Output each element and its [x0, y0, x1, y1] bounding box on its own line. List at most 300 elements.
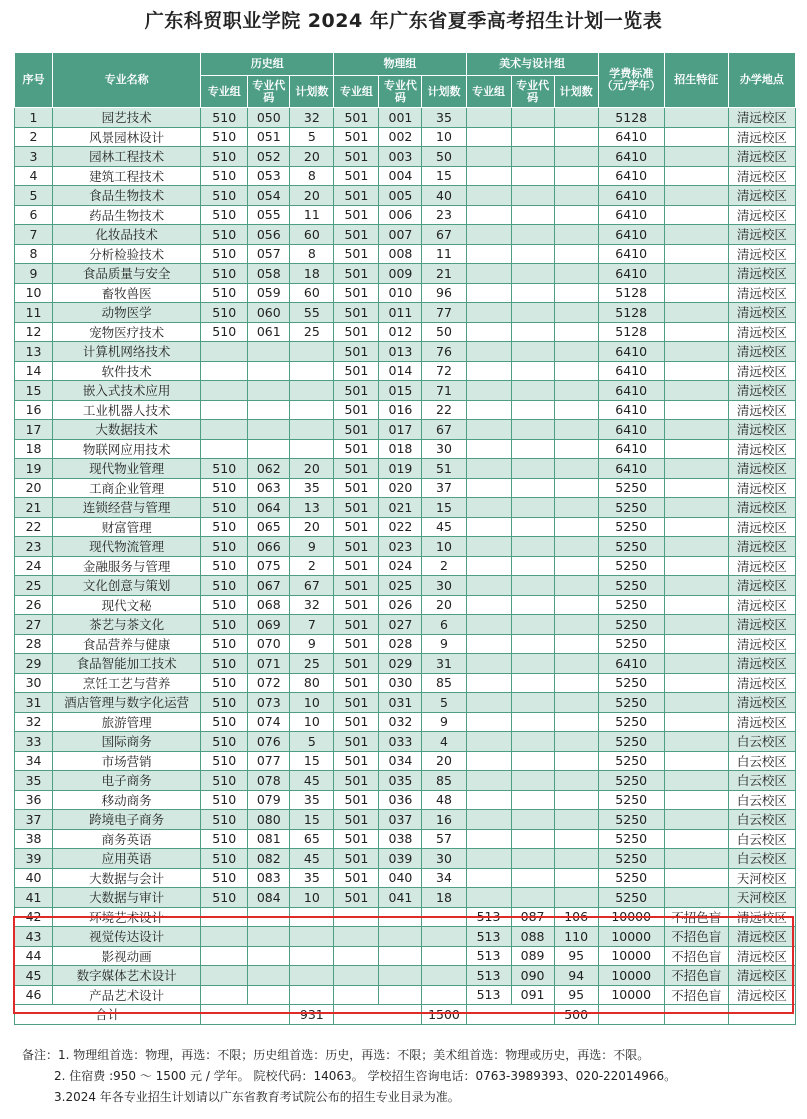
cell-campus: 清远校区: [728, 264, 795, 284]
table-row: [15, 342, 796, 362]
cell-major-name: 财富管理: [53, 517, 201, 537]
cell-history-group-code: 510: [201, 790, 248, 810]
cell-art-major-code: [511, 693, 554, 713]
cell-campus: 清远校区: [728, 556, 795, 576]
cell-major-name: 现代物流管理: [53, 537, 201, 557]
cell-art-major-code: [511, 751, 554, 771]
cell-major-name: 国际商务: [53, 732, 201, 752]
cell-history-plan: [290, 420, 334, 440]
cell-physics-group-code: 501: [334, 849, 379, 869]
cell-campus: 清远校区: [728, 303, 795, 323]
cell-art-group-code: [466, 205, 511, 225]
table-row: [15, 303, 796, 323]
table-row: [15, 381, 796, 401]
cell-history-major-code: 070: [248, 634, 290, 654]
cell-tuition-fee: 5128: [598, 303, 664, 323]
table-row: [15, 693, 796, 713]
cell-physics-major-code: 029: [379, 654, 422, 674]
header-campus: 办学地点: [728, 53, 795, 108]
cell-art-major-code: [511, 556, 554, 576]
cell-art-major-code: [511, 732, 554, 752]
cell-tuition-fee: 6410: [598, 381, 664, 401]
cell-major-name: 食品质量与安全: [53, 264, 201, 284]
cell-art-major-code: [511, 205, 554, 225]
cell-history-major-code: 071: [248, 654, 290, 674]
cell-art-group-code: [466, 264, 511, 284]
cell-physics-group-code: 501: [334, 322, 379, 342]
cell-art-group-code: 513: [466, 907, 511, 927]
cell-seq: 10: [15, 283, 53, 303]
cell-physics-major-code: 012: [379, 322, 422, 342]
table-row: [15, 966, 796, 986]
cell-art-plan: [554, 108, 598, 128]
enrollment-table: [14, 52, 796, 1025]
cell-physics-plan: 5: [422, 693, 466, 713]
cell-physics-plan: 40: [422, 186, 466, 206]
cell-campus: 清远校区: [728, 400, 795, 420]
cell-history-major-code: [248, 381, 290, 401]
cell-physics-plan: 15: [422, 166, 466, 186]
cell-seq: 41: [15, 888, 53, 908]
cell-physics-group-code: 501: [334, 790, 379, 810]
cell-physics-group-code: [334, 927, 379, 947]
cell-history-plan: 55: [290, 303, 334, 323]
cell-physics-plan: 22: [422, 400, 466, 420]
cell-history-plan: 45: [290, 771, 334, 791]
cell-tuition-fee: 5250: [598, 537, 664, 557]
header-history-major-code: 专业代码: [248, 76, 290, 108]
table-row: [15, 634, 796, 654]
cell-art-plan: 110: [554, 927, 598, 947]
cell-major-name: 烹饪工艺与营养: [53, 673, 201, 693]
cell-art-plan: 95: [554, 946, 598, 966]
cell-tuition-fee: 5250: [598, 790, 664, 810]
cell-physics-plan: 45: [422, 517, 466, 537]
cell-seq: 11: [15, 303, 53, 323]
cell-art-group-code: [466, 108, 511, 128]
cell-history-group-code: 510: [201, 225, 248, 245]
cell-history-group-code: 510: [201, 712, 248, 732]
cell-physics-major-code: [379, 985, 422, 1005]
cell-major-name: 食品智能加工技术: [53, 654, 201, 674]
cell-art-plan: [554, 888, 598, 908]
cell-art-plan: [554, 439, 598, 459]
cell-art-group-code: 513: [466, 985, 511, 1005]
cell-tuition-fee: 5250: [598, 615, 664, 635]
cell-physics-group-code: 501: [334, 537, 379, 557]
cell-seq: 29: [15, 654, 53, 674]
cell-physics-plan: 50: [422, 322, 466, 342]
cell-history-major-code: 061: [248, 322, 290, 342]
cell-art-plan: [554, 537, 598, 557]
cell-history-group-code: 510: [201, 868, 248, 888]
cell-art-plan: [554, 868, 598, 888]
cell-art-group-code: 513: [466, 946, 511, 966]
cell-enroll-feature: [664, 147, 728, 167]
cell-history-plan: 35: [290, 478, 334, 498]
cell-enroll-feature: 不招色盲: [664, 966, 728, 986]
cell-physics-plan: 76: [422, 342, 466, 362]
cell-art-group-code: [466, 829, 511, 849]
cell-history-major-code: 084: [248, 888, 290, 908]
table-row: [15, 868, 796, 888]
total-label: 合计: [15, 1005, 201, 1025]
table-row: [15, 946, 796, 966]
cell-history-major-code: 069: [248, 615, 290, 635]
cell-art-group-code: [466, 342, 511, 362]
cell-physics-major-code: [379, 927, 422, 947]
cell-art-group-code: [466, 595, 511, 615]
table-row: [15, 673, 796, 693]
cell-tuition-fee: 6410: [598, 439, 664, 459]
cell-physics-plan: [422, 927, 466, 947]
cell-major-name: 物联网应用技术: [53, 439, 201, 459]
cell-physics-major-code: 026: [379, 595, 422, 615]
header-physics-group: 物理组: [334, 53, 466, 76]
cell-seq: 28: [15, 634, 53, 654]
cell-campus: 清远校区: [728, 712, 795, 732]
cell-art-group-code: [466, 537, 511, 557]
cell-physics-plan: 85: [422, 771, 466, 791]
cell-campus: 清远校区: [728, 361, 795, 381]
cell-art-group-code: [466, 517, 511, 537]
cell-major-name: 软件技术: [53, 361, 201, 381]
cell-campus: 白云校区: [728, 790, 795, 810]
cell-tuition-fee: 5250: [598, 810, 664, 830]
cell-seq: 27: [15, 615, 53, 635]
cell-tuition-fee: 10000: [598, 907, 664, 927]
cell-history-plan: 5: [290, 732, 334, 752]
cell-tuition-fee: 5250: [598, 556, 664, 576]
header-fee: 学费标准（元/学年）: [598, 53, 664, 108]
cell-enroll-feature: [664, 303, 728, 323]
cell-art-plan: [554, 829, 598, 849]
cell-major-name: 移动商务: [53, 790, 201, 810]
cell-physics-group-code: 501: [334, 634, 379, 654]
cell-campus: 清远校区: [728, 595, 795, 615]
cell-physics-major-code: [379, 907, 422, 927]
cell-campus: 清远校区: [728, 283, 795, 303]
cell-art-plan: [554, 576, 598, 596]
cell-history-group-code: 510: [201, 888, 248, 908]
cell-physics-group-code: 501: [334, 166, 379, 186]
cell-art-plan: [554, 322, 598, 342]
cell-history-plan: 11: [290, 205, 334, 225]
cell-history-group-code: 510: [201, 829, 248, 849]
cell-campus: 清远校区: [728, 693, 795, 713]
header-physics-group-code: 专业组: [334, 76, 379, 108]
cell-enroll-feature: [664, 829, 728, 849]
cell-seq: 35: [15, 771, 53, 791]
cell-seq: 38: [15, 829, 53, 849]
cell-physics-group-code: [334, 946, 379, 966]
cell-history-group-code: 510: [201, 166, 248, 186]
cell-art-major-code: [511, 810, 554, 830]
cell-physics-major-code: 010: [379, 283, 422, 303]
cell-history-plan: 15: [290, 810, 334, 830]
cell-history-group-code: 510: [201, 478, 248, 498]
cell-tuition-fee: 10000: [598, 946, 664, 966]
cell-art-major-code: 089: [511, 946, 554, 966]
cell-physics-major-code: 005: [379, 186, 422, 206]
cell-tuition-fee: 6410: [598, 400, 664, 420]
cell-campus: 清远校区: [728, 166, 795, 186]
cell-physics-plan: 67: [422, 420, 466, 440]
cell-art-major-code: [511, 478, 554, 498]
cell-major-name: 酒店管理与数字化运营: [53, 693, 201, 713]
cell-art-group-code: [466, 459, 511, 479]
cell-physics-major-code: 018: [379, 439, 422, 459]
table-row: [15, 790, 796, 810]
cell-history-major-code: 078: [248, 771, 290, 791]
cell-major-name: 工业机器人技术: [53, 400, 201, 420]
cell-physics-major-code: 017: [379, 420, 422, 440]
cell-physics-major-code: 035: [379, 771, 422, 791]
cell-history-major-code: 076: [248, 732, 290, 752]
cell-campus: 白云校区: [728, 810, 795, 830]
total-feature-blank: [664, 1005, 728, 1025]
table-row: [15, 556, 796, 576]
cell-tuition-fee: 5250: [598, 576, 664, 596]
cell-tuition-fee: 5250: [598, 751, 664, 771]
cell-history-plan: 60: [290, 225, 334, 245]
cell-art-plan: [554, 205, 598, 225]
cell-major-name: 市场营销: [53, 751, 201, 771]
cell-art-group-code: [466, 361, 511, 381]
cell-tuition-fee: 10000: [598, 966, 664, 986]
cell-physics-plan: 85: [422, 673, 466, 693]
cell-seq: 36: [15, 790, 53, 810]
cell-history-major-code: 050: [248, 108, 290, 128]
cell-art-plan: [554, 147, 598, 167]
cell-seq: 44: [15, 946, 53, 966]
cell-tuition-fee: 6410: [598, 459, 664, 479]
cell-history-major-code: 073: [248, 693, 290, 713]
cell-campus: 白云校区: [728, 849, 795, 869]
cell-campus: 清远校区: [728, 478, 795, 498]
cell-enroll-feature: 不招色盲: [664, 907, 728, 927]
cell-physics-plan: 20: [422, 751, 466, 771]
cell-tuition-fee: 6410: [598, 420, 664, 440]
cell-seq: 1: [15, 108, 53, 128]
cell-campus: 清远校区: [728, 673, 795, 693]
cell-history-group-code: [201, 342, 248, 362]
cell-seq: 45: [15, 966, 53, 986]
cell-campus: 清远校区: [728, 654, 795, 674]
cell-campus: 清远校区: [728, 517, 795, 537]
cell-history-group-code: [201, 381, 248, 401]
notes: [22, 1045, 676, 1108]
table-row: [15, 907, 796, 927]
cell-art-major-code: [511, 576, 554, 596]
cell-seq: 5: [15, 186, 53, 206]
cell-art-group-code: [466, 303, 511, 323]
cell-art-major-code: [511, 420, 554, 440]
cell-major-name: 旅游管理: [53, 712, 201, 732]
cell-seq: 4: [15, 166, 53, 186]
cell-art-plan: [554, 166, 598, 186]
cell-campus: 清远校区: [728, 244, 795, 264]
cell-major-name: 茶艺与茶文化: [53, 615, 201, 635]
cell-history-major-code: 065: [248, 517, 290, 537]
header-art-group-code: 专业组: [466, 76, 511, 108]
cell-art-major-code: 090: [511, 966, 554, 986]
cell-history-major-code: 072: [248, 673, 290, 693]
cell-enroll-feature: [664, 712, 728, 732]
cell-art-group-code: [466, 478, 511, 498]
cell-enroll-feature: [664, 322, 728, 342]
cell-physics-major-code: 006: [379, 205, 422, 225]
cell-enroll-feature: [664, 868, 728, 888]
table-row: [15, 576, 796, 596]
cell-physics-group-code: 501: [334, 186, 379, 206]
cell-physics-group-code: 501: [334, 205, 379, 225]
cell-art-major-code: [511, 498, 554, 518]
cell-physics-major-code: 031: [379, 693, 422, 713]
cell-art-plan: [554, 712, 598, 732]
cell-history-major-code: 068: [248, 595, 290, 615]
note-3: 3.2024 年各专业招生计划请以广东省教育考试院公布的招生专业目录为准。: [54, 1090, 460, 1104]
cell-history-group-code: 510: [201, 186, 248, 206]
cell-physics-group-code: 501: [334, 381, 379, 401]
cell-art-group-code: [466, 810, 511, 830]
cell-history-plan: 20: [290, 459, 334, 479]
cell-enroll-feature: [664, 810, 728, 830]
cell-major-name: 连锁经营与管理: [53, 498, 201, 518]
cell-art-group-code: [466, 186, 511, 206]
table-row: [15, 420, 796, 440]
cell-physics-group-code: 501: [334, 615, 379, 635]
cell-major-name: 园林工程技术: [53, 147, 201, 167]
cell-history-plan: 20: [290, 517, 334, 537]
cell-tuition-fee: 6410: [598, 147, 664, 167]
cell-art-group-code: [466, 849, 511, 869]
cell-seq: 43: [15, 927, 53, 947]
cell-enroll-feature: [664, 888, 728, 908]
cell-art-plan: [554, 361, 598, 381]
cell-campus: 清远校区: [728, 459, 795, 479]
cell-physics-plan: 15: [422, 498, 466, 518]
cell-history-major-code: [248, 420, 290, 440]
cell-art-major-code: [511, 439, 554, 459]
cell-physics-plan: 67: [422, 225, 466, 245]
cell-history-major-code: 083: [248, 868, 290, 888]
cell-art-plan: [554, 673, 598, 693]
total-history-plan: 931: [290, 1005, 334, 1025]
cell-history-major-code: [248, 985, 290, 1005]
cell-physics-major-code: 041: [379, 888, 422, 908]
cell-physics-group-code: 501: [334, 283, 379, 303]
cell-enroll-feature: [664, 166, 728, 186]
total-art-blank: [466, 1005, 554, 1025]
cell-history-group-code: 510: [201, 264, 248, 284]
cell-art-plan: [554, 732, 598, 752]
cell-physics-group-code: 501: [334, 732, 379, 752]
cell-campus: 清远校区: [728, 946, 795, 966]
cell-history-group-code: 510: [201, 732, 248, 752]
cell-art-group-code: [466, 381, 511, 401]
cell-physics-major-code: 022: [379, 517, 422, 537]
cell-campus: 清远校区: [728, 907, 795, 927]
table-row: [15, 459, 796, 479]
cell-physics-plan: 96: [422, 283, 466, 303]
cell-tuition-fee: 5250: [598, 693, 664, 713]
cell-physics-group-code: [334, 985, 379, 1005]
cell-enroll-feature: [664, 186, 728, 206]
cell-seq: 39: [15, 849, 53, 869]
cell-history-group-code: 510: [201, 537, 248, 557]
cell-history-major-code: 081: [248, 829, 290, 849]
cell-history-plan: [290, 907, 334, 927]
cell-enroll-feature: [664, 654, 728, 674]
cell-physics-major-code: 033: [379, 732, 422, 752]
cell-art-major-code: [511, 225, 554, 245]
cell-physics-major-code: 036: [379, 790, 422, 810]
cell-art-major-code: [511, 322, 554, 342]
cell-enroll-feature: [664, 244, 728, 264]
cell-physics-major-code: 009: [379, 264, 422, 284]
cell-seq: 2: [15, 127, 53, 147]
cell-seq: 3: [15, 147, 53, 167]
cell-art-plan: [554, 244, 598, 264]
cell-campus: 清远校区: [728, 634, 795, 654]
cell-physics-major-code: 019: [379, 459, 422, 479]
cell-history-group-code: [201, 927, 248, 947]
cell-tuition-fee: 5250: [598, 829, 664, 849]
cell-history-plan: [290, 342, 334, 362]
cell-enroll-feature: [664, 576, 728, 596]
table-row: [15, 712, 796, 732]
cell-seq: 20: [15, 478, 53, 498]
cell-history-group-code: [201, 439, 248, 459]
cell-history-major-code: 054: [248, 186, 290, 206]
cell-art-plan: [554, 186, 598, 206]
cell-physics-major-code: 034: [379, 751, 422, 771]
cell-tuition-fee: 6410: [598, 205, 664, 225]
cell-seq: 19: [15, 459, 53, 479]
table-row: [15, 615, 796, 635]
cell-physics-major-code: 032: [379, 712, 422, 732]
cell-campus: 白云校区: [728, 732, 795, 752]
cell-history-group-code: 510: [201, 751, 248, 771]
cell-art-group-code: [466, 732, 511, 752]
cell-history-major-code: 058: [248, 264, 290, 284]
cell-physics-group-code: 501: [334, 459, 379, 479]
cell-seq: 6: [15, 205, 53, 225]
cell-art-major-code: [511, 849, 554, 869]
cell-art-major-code: [511, 517, 554, 537]
cell-tuition-fee: 5250: [598, 712, 664, 732]
cell-physics-plan: 21: [422, 264, 466, 284]
cell-art-group-code: [466, 400, 511, 420]
cell-art-plan: [554, 478, 598, 498]
cell-tuition-fee: 6410: [598, 264, 664, 284]
cell-tuition-fee: 5128: [598, 108, 664, 128]
cell-history-plan: 67: [290, 576, 334, 596]
cell-seq: 8: [15, 244, 53, 264]
total-history-blank: [201, 1005, 290, 1025]
cell-physics-plan: 18: [422, 888, 466, 908]
cell-history-major-code: 075: [248, 556, 290, 576]
cell-physics-plan: 50: [422, 147, 466, 167]
table-row: [15, 244, 796, 264]
cell-physics-plan: 2: [422, 556, 466, 576]
cell-history-group-code: 510: [201, 595, 248, 615]
cell-campus: 清远校区: [728, 615, 795, 635]
cell-tuition-fee: 5250: [598, 595, 664, 615]
cell-tuition-fee: 5250: [598, 732, 664, 752]
cell-art-major-code: 091: [511, 985, 554, 1005]
